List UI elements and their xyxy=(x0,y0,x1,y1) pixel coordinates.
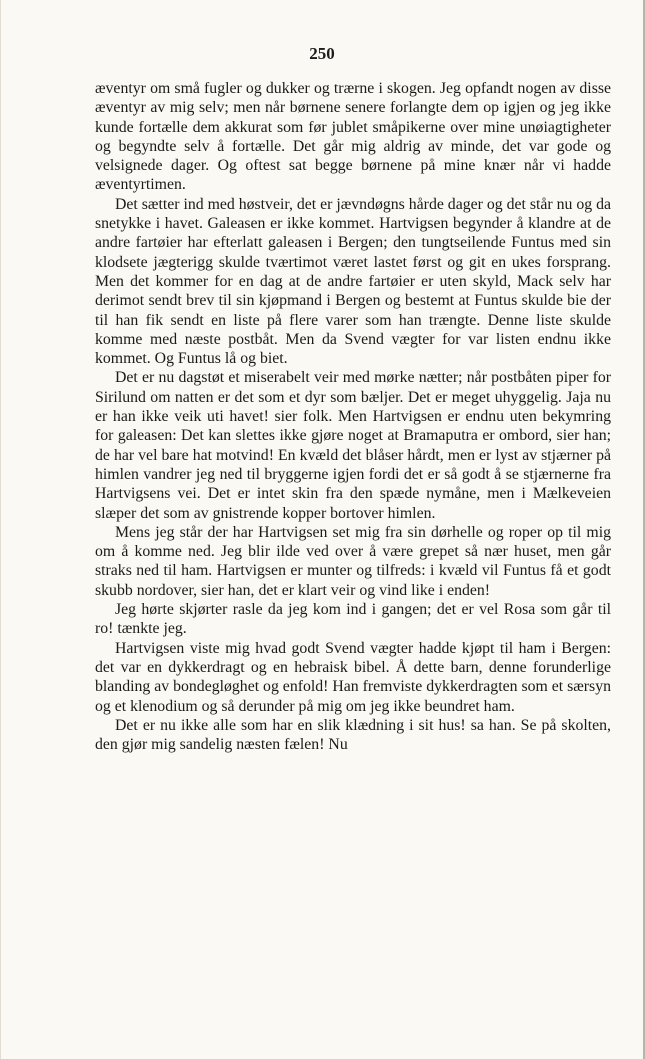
paragraph-1: æventyr om små fugler og dukker og trærne i skogen. Jeg opfandt nogen av disse æventyr av mig selv; men når børnene senere forlangte dem op igjen og jeg ikke kunde fortælle dem akkurat som før jublet småpikerne over mine unøiagtigheter og begyndte selv å fortælle. Det går mig aldrig av minde, det var gode og velsignede dager. Og oftest sat begge børnene på mine knær når vi hadde æventyrtimen. xyxy=(95,80,611,194)
paragraph-6: Hartvigsen viste mig hvad godt Svend vægter hadde kjøpt til ham i Bergen: det var en dykkerdragt og en hebraisk bibel. Å dette barn, denne forunderlige blanding av bondegløghet og enfold! Han fremviste dykkerdragten som et særsyn og et klenodium og så derunder på mig om jeg ikke beundret ham. xyxy=(95,639,611,715)
paragraph-7: Det er nu ikke alle som har en slik klædning i sit hus! sa han. Se på skolten, den gjør mig sandelig næsten fælen! Nu xyxy=(95,716,611,754)
body-text xyxy=(95,79,611,754)
page-number: 250 xyxy=(309,44,335,63)
paragraph-2: Det sætter ind med høstveir, det er jævndøgns hårde dager og det står nu og da snetykke i havet. Galeasen er ikke kommet. Hartvigsen begynder å klandre at de andre fartøier har efterlatt galeasen i Bergen; den tungtseilende Funtus med sin klodsete jægterigg skulde tværtimot været lastet først og git en ukes forsprang. Men det kommer for en dag at de andre fartøier er uten skyld, Mack selv har derimot sendt brev til sin kjøpmand i Bergen og bestemt at Funtus skulde bie der til han fik sendt en liste på flere varer som han trængte. Denne liste skulde komme med næste postbåt. Men da Svend vægter for var listen endnu ikke kommet. Og Funtus lå og biet. xyxy=(95,195,611,368)
paragraph-3: Det er nu dagstøt et miserabelt veir med mørke nætter; når postbåten piper for Sirilund om natten er det som et dyr som bæljer. Det er meget uhyggelig. Jaja nu er han ikke veik uti havet! sier folk. Men Hartvigsen er endnu uten bekymring for galeasen: Det kan slettes ikke gjøre noget at Bramaputra er ombord, sier han; de har vel bare hat motvind! En kvæld det blåser hårdt, men er lyst av stjærner på himlen vandrer jeg ned til bryggerne igjen fordi det er så godt å se stjærnerne fra Hartvigsens vei. Det er intet skin fra den spæde nymåne, men i Mælkeveien slæper det som av gnistrende kopper bortover himlen. xyxy=(95,369,611,522)
paragraph-5: Jeg hørte skjørter rasle da jeg kom ind i gangen; det er vel Rosa som går til ro! tænkte jeg. xyxy=(95,601,611,638)
paragraph-4: Mens jeg står der har Hartvigsen set mig fra sin dørhelle og roper op til mig om å komme ned. Jeg blir ilde ved over å være grepet så nær huset, men går straks ned til ham. Hartvigsen er munter og tilfreds: i kvæld vil Funtus få et godt skubb nordover, sier han, det er klart veir og vind like i enden! xyxy=(95,523,611,599)
